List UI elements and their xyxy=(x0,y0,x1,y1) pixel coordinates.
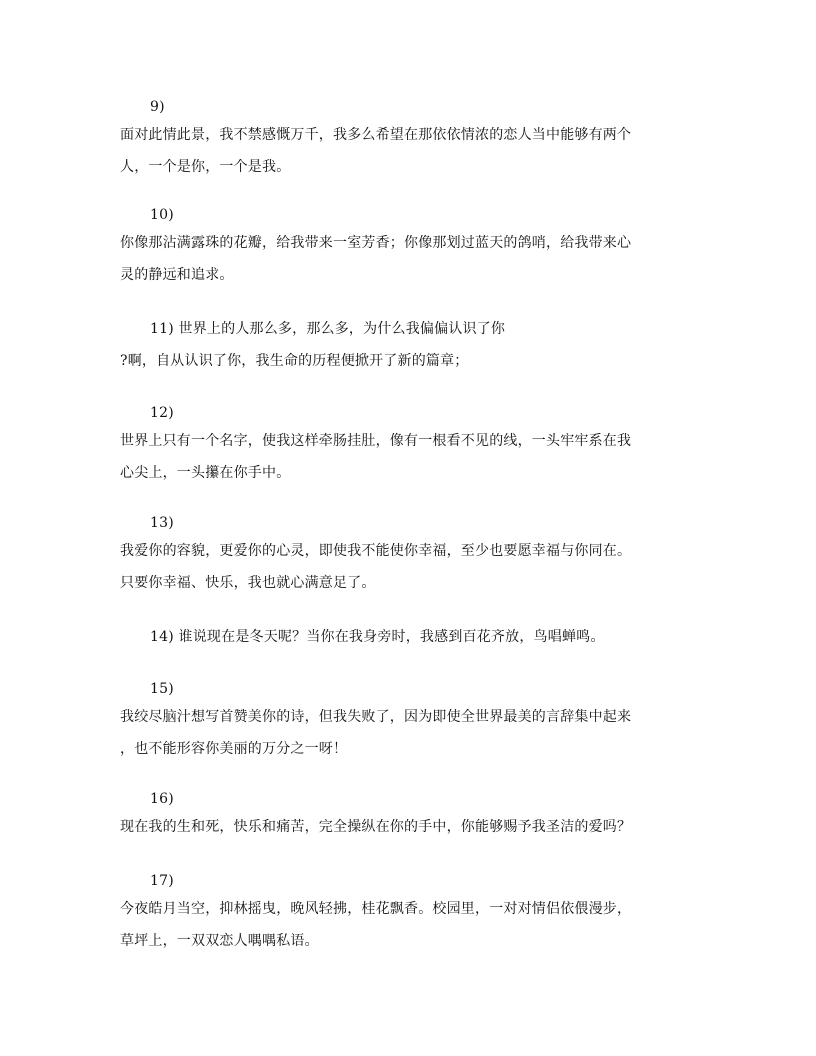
entry-12-line-1: 世界上只有一个名字，使我这样牵肠挂肚，像有一根看不见的线，一头牢牢系在我 xyxy=(120,433,632,449)
entry-10-line-2: 灵的静远和追求。 xyxy=(120,267,234,283)
entry-17-line-1: 今夜皓月当空，抑林摇曳，晚风轻拂，桂花飘香。校园里，一对对情侣依偎漫步， xyxy=(120,901,632,917)
entry-9-line-1: 面对此情此景，我不禁感慨万千，我多么希望在那依依情浓的恋人当中能够有两个 xyxy=(120,127,632,143)
entry-9-number: 9) xyxy=(150,99,165,115)
entry-16-line-1: 现在我的生和死，快乐和痛苦，完全操纵在你的手中，你能够赐予我圣洁的爱吗？ xyxy=(120,819,632,835)
entry-9-line-2: 人，一个是你，一个是我。 xyxy=(120,159,291,175)
entry-15-number: 15) xyxy=(150,681,174,697)
entry-11-line-1: ?啊，自从认识了你，我生命的历程便掀开了新的篇章； xyxy=(120,353,469,369)
entry-16-number: 16) xyxy=(150,791,174,807)
entry-13-line-2: 只要你幸福、快乐，我也就心满意足了。 xyxy=(120,575,376,591)
entry-13-line-1: 我爱你的容貌，更爱你的心灵，即使我不能使你幸福，至少也要愿幸福与你同在。 xyxy=(120,543,632,559)
entry-15-line-2: ，也不能形容你美丽的万分之一呀！ xyxy=(120,741,348,757)
entry-14-number: 14) 谁说现在是冬天呢？当你在我身旁时，我感到百花齐放，鸟唱蝉鸣。 xyxy=(150,629,605,645)
entry-10-line-1: 你像那沾满露珠的花瓣，给我带来一室芳香；你像那划过蓝天的鸽哨，给我带来心 xyxy=(120,235,632,251)
entry-17-number: 17) xyxy=(150,873,174,889)
entry-10-number: 10) xyxy=(150,207,174,223)
entry-11-number: 11) 世界上的人那么多，那么多，为什么我偏偏认识了你 xyxy=(150,321,506,337)
entry-12-number: 12) xyxy=(150,405,174,421)
entry-13-number: 13) xyxy=(150,515,174,531)
entry-15-line-1: 我绞尽脑汁想写首赞美你的诗，但我失败了，因为即使全世界最美的言辞集中起来 xyxy=(120,709,632,725)
entry-17-line-2: 草坪上，一双双恋人喁喁私语。 xyxy=(120,933,319,949)
entry-12-line-2: 心尖上，一头攥在你手中。 xyxy=(120,465,291,481)
